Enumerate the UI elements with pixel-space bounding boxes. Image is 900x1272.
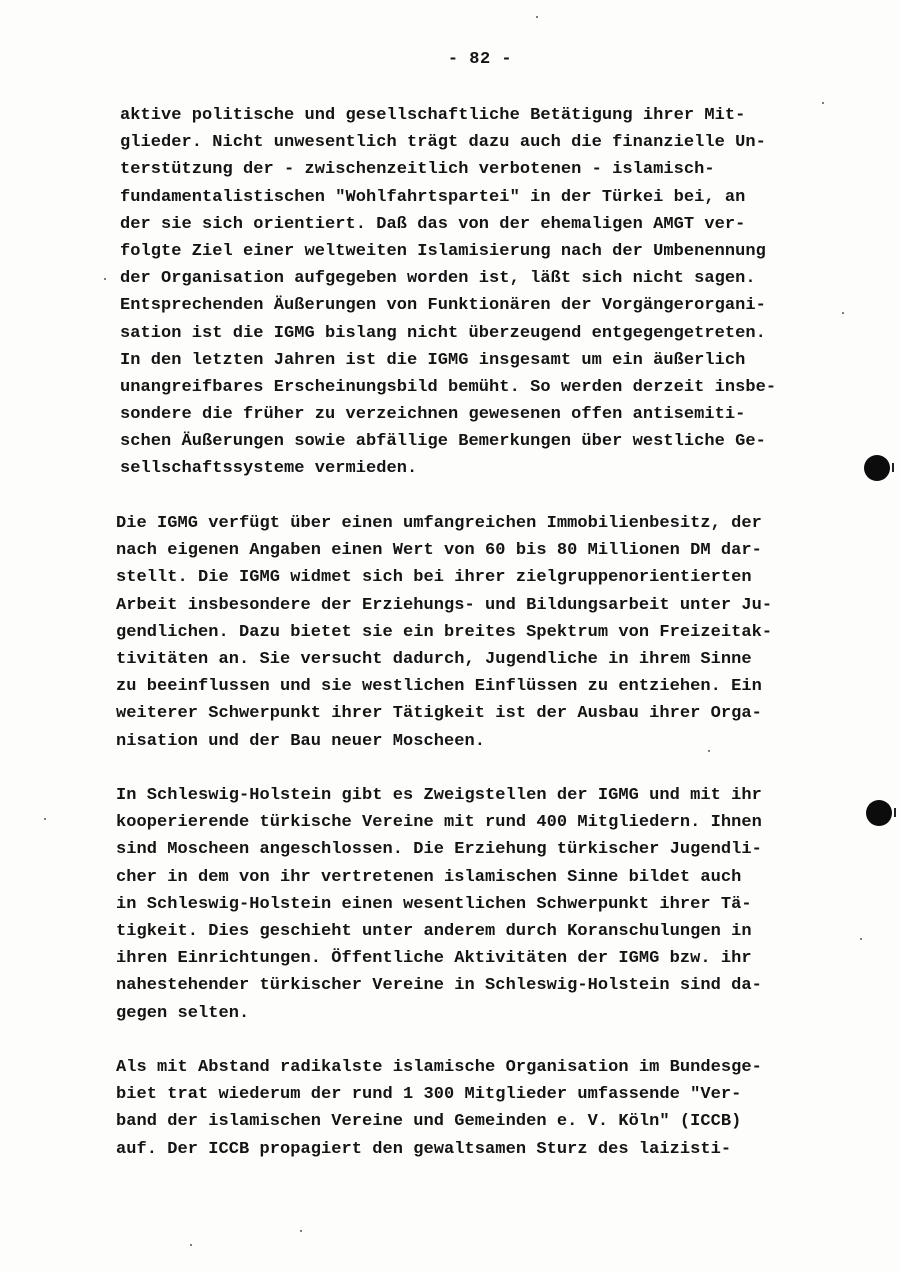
text-line: nisation und der Bau neuer Moscheen. — [116, 731, 486, 751]
scan-speck — [860, 938, 862, 940]
text-line: sondere die früher zu verzeichnen gewesenen offen antisemiti- — [120, 405, 746, 425]
scan-speck — [842, 312, 844, 314]
text-line: gegen selten. — [116, 1003, 250, 1023]
text-line: der Organisation aufgegeben worden ist, läßt sich nicht sagen. — [120, 269, 756, 289]
punch-hole-mark — [864, 455, 890, 481]
paragraph-igmg-property — [116, 510, 772, 755]
text-line: in Schleswig-Holstein einen wesentlichen Schwerpunkt ihrer Tä- — [116, 894, 752, 914]
text-line: sind Moscheen angeschlossen. Die Erziehung türkischer Jugendli- — [116, 840, 762, 860]
punch-hole-mark — [866, 800, 892, 826]
text-line: unangreifbares Erscheinungsbild bemüht. So werden derzeit insbe- — [120, 377, 777, 397]
text-line: kooperierende türkische Vereine mit rund 400 Mitgliedern. Ihnen — [116, 813, 762, 833]
text-line: der sie sich orientiert. Daß das von der ehemaligen AMGT ver- — [120, 214, 746, 234]
text-line: terstützung der - zwischenzeitlich verbotenen - islamisch- — [120, 160, 715, 180]
text-line: auf. Der ICCB propagiert den gewaltsamen Sturz des laizisti- — [116, 1139, 732, 1159]
scan-speck — [190, 1244, 192, 1246]
text-line: sellschaftssysteme vermieden. — [120, 459, 418, 479]
text-line: fundamentalistischen "Wohlfahrtspartei" in der Türkei bei, an — [120, 187, 746, 207]
scan-speck — [822, 102, 824, 104]
text-line: sation ist die IGMG bislang nicht überzeugend entgegengetreten. — [120, 323, 766, 343]
paragraph-schleswig-holstein — [116, 782, 762, 1027]
text-line: glieder. Nicht unwesentlich trägt dazu auch die finanzielle Un- — [120, 133, 766, 153]
text-line: folgte Ziel einer weltweiten Islamisierung nach der Umbenennung — [120, 241, 766, 261]
text-line: zu beeinflussen und sie westlichen Einflüssen zu entziehen. Ein — [116, 677, 762, 697]
paragraph-iccb — [116, 1054, 762, 1163]
paragraph-igmg-activities — [120, 102, 776, 483]
text-line: ihren Einrichtungen. Öffentliche Aktivitäten der IGMG bzw. ihr — [116, 949, 752, 969]
page-number: - 82 - — [447, 50, 513, 69]
text-line: gendlichen. Dazu bietet sie ein breites Spektrum von Freizeitak- — [116, 622, 773, 642]
scan-speck — [708, 750, 710, 752]
text-line: tigkeit. Dies geschieht unter anderem durch Koranschulungen in — [116, 921, 752, 941]
text-line: Die IGMG verfügt über einen umfangreichen Immobilienbesitz, der — [116, 514, 762, 533]
text-line: tivitäten an. Sie versucht dadurch, Jugendliche in ihrem Sinne — [116, 649, 752, 669]
text-line: nach eigenen Angaben einen Wert von 60 bis 80 Millionen DM dar- — [116, 541, 762, 561]
text-line: stellt. Die IGMG widmet sich bei ihrer zielgruppenorientierten — [116, 568, 752, 588]
text-line: Arbeit insbesondere der Erziehungs- und Bildungsarbeit unter Ju- — [116, 595, 773, 615]
text-line: band der islamischen Vereine und Gemeinden e. V. Köln" (ICCB) — [116, 1112, 742, 1132]
punch-hole-tick — [894, 808, 896, 817]
text-line: biet trat wiederum der rund 1 300 Mitglieder umfassende "Ver- — [116, 1085, 742, 1105]
text-line: Entsprechenden Äußerungen von Funktionären der Vorgängerorgani- — [120, 296, 766, 316]
text-line: aktive politische und gesellschaftliche Betätigung ihrer Mit- — [120, 106, 746, 125]
scan-speck — [44, 818, 46, 820]
scan-speck — [300, 1230, 302, 1232]
text-line: cher in dem von ihr vertretenen islamischen Sinne bildet auch — [116, 867, 742, 887]
scan-speck — [104, 278, 106, 280]
text-line: Als mit Abstand radikalste islamische Organisation im Bundesge- — [116, 1058, 762, 1077]
text-line: weiterer Schwerpunkt ihrer Tätigkeit ist der Ausbau ihrer Orga- — [116, 704, 762, 724]
punch-hole-tick — [892, 463, 894, 472]
scan-speck — [536, 16, 538, 18]
text-line: In Schleswig-Holstein gibt es Zweigstellen der IGMG und mit ihr — [116, 786, 762, 805]
text-line: In den letzten Jahren ist die IGMG insgesamt um ein äußerlich — [120, 350, 746, 370]
text-line: schen Äußerungen sowie abfällige Bemerkungen über westliche Ge- — [120, 432, 766, 452]
text-line: nahestehender türkischer Vereine in Schleswig-Holstein sind da- — [116, 976, 762, 996]
